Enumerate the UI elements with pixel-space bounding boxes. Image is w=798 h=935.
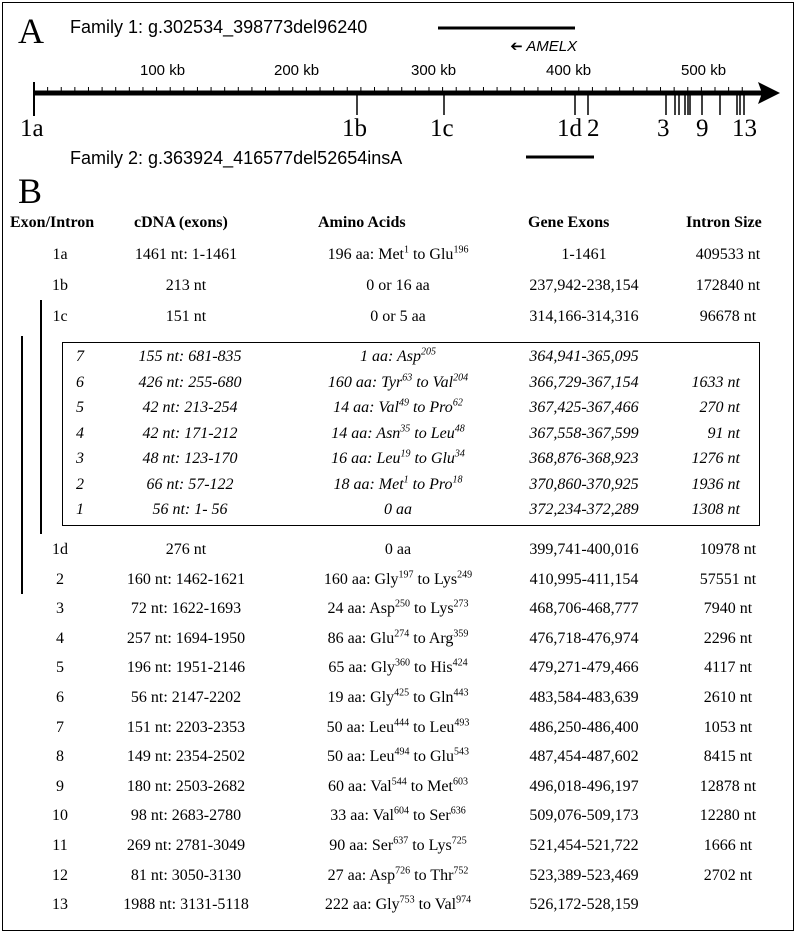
amino-acids-cell: 222 aa: Gly$^{753}$ to Val$^{974}$ bbox=[324, 894, 472, 914]
cdna-cell: 1461 nt: 1-1461 bbox=[134, 246, 238, 263]
kb-label-500: 500 kb bbox=[681, 62, 727, 79]
amino-acids-cell: 33 aa: Val$^{604}$ to Ser$^{636}$ bbox=[330, 806, 466, 825]
exon-label-1d: 1d bbox=[557, 115, 582, 142]
header-gene-exons: Gene Exons bbox=[528, 214, 610, 231]
header-intron-size: Intron Size bbox=[686, 214, 762, 231]
amino-acids-cell: 24 aa: Asp$^{250}$ to Lys$^{273}$ bbox=[327, 598, 469, 618]
exon-cell: 2 bbox=[56, 570, 64, 588]
family2-label: Family 2: g.363924_416577del52654insA bbox=[70, 148, 403, 168]
gene-exons-cell: 410,995-411,154 bbox=[529, 570, 639, 588]
exon-cell: 5 bbox=[56, 659, 64, 677]
cdna-cell: 196 nt: 1951-2146 bbox=[126, 659, 246, 677]
exon-cell: 12 bbox=[52, 866, 68, 884]
intron-size-cell: 1666 nt bbox=[703, 837, 753, 854]
cdna-cell: 151 nt bbox=[165, 308, 207, 325]
exon-cell: 11 bbox=[52, 837, 68, 854]
intron-size-cell: 12878 nt bbox=[699, 777, 757, 795]
gene-exons-cell: 483,584-483,639 bbox=[529, 689, 639, 706]
exon-label-1a: 1a bbox=[20, 115, 44, 142]
exon-cell: 7 bbox=[56, 718, 64, 736]
amino-acids-cell: 1 aa: Asp$^{205}$ bbox=[359, 346, 437, 365]
cdna-cell: 56 nt: 2147-2202 bbox=[130, 689, 242, 706]
bracket-line-outer bbox=[21, 336, 23, 594]
intron-size-cell: 10978 nt bbox=[699, 541, 757, 558]
header-cdna: cDNA (exons) bbox=[134, 214, 228, 231]
gene-exons-cell: 372,234-372,289 bbox=[529, 501, 639, 518]
intron-size-cell: 172840 nt bbox=[695, 277, 761, 294]
exon-cell: 1d bbox=[52, 541, 68, 558]
exon-cell: 6 bbox=[76, 373, 84, 391]
gene-exons-cell: 367,425-367,466 bbox=[529, 399, 639, 416]
intron-size-cell: 1308 nt bbox=[691, 501, 740, 518]
intron-size-cell: 57551 nt bbox=[699, 570, 757, 588]
amino-acids-cell: 0 aa bbox=[384, 501, 412, 518]
exon-cell: 4 bbox=[76, 424, 84, 442]
gene-exons-cell: 487,454-487,602 bbox=[529, 748, 639, 766]
exon-cell: 13 bbox=[52, 896, 68, 914]
exon-label-1b: 1b bbox=[342, 115, 367, 142]
exon-label-2: 2 bbox=[587, 115, 600, 142]
gene-exons-cell: 368,876-368,923 bbox=[529, 450, 639, 467]
cdna-cell: 151 nt: 2203-2353 bbox=[126, 718, 246, 736]
exon-cell: 1 bbox=[76, 501, 84, 518]
cdna-cell: 98 nt: 2683-2780 bbox=[130, 807, 242, 825]
amino-acids-cell: 27 aa: Asp$^{726}$ to Thr$^{752}$ bbox=[327, 865, 469, 884]
exon-cell: 6 bbox=[56, 689, 64, 706]
kb-label-300: 300 kb bbox=[411, 62, 457, 79]
intron-size-cell: 1276 nt bbox=[691, 450, 740, 467]
intron-size-cell: 409533 nt bbox=[695, 246, 761, 263]
amino-acids-cell: 65 aa: Gly$^{360}$ to His$^{424}$ bbox=[328, 658, 468, 677]
intron-size-cell: 12280 nt bbox=[699, 807, 757, 825]
amino-acids-cell: 160 aa: Gly$^{197}$ to Lys$^{249}$ bbox=[323, 569, 473, 588]
cdna-cell: 42 nt: 171-212 bbox=[142, 424, 238, 442]
gene-exons-cell: 526,172-528,159 bbox=[529, 896, 639, 914]
gene-exons-cell: 237,942-238,154 bbox=[529, 277, 639, 294]
exon-cell: 9 bbox=[56, 777, 64, 795]
gene-exons-cell: 366,729-367,154 bbox=[529, 373, 639, 391]
exon-cell: 5 bbox=[76, 399, 84, 416]
panel-a-label: A bbox=[18, 11, 44, 51]
amino-acids-cell: 16 aa: Leu$^{19}$ to Glu$^{34}$ bbox=[331, 448, 465, 467]
intron-size-cell: 1053 nt bbox=[703, 718, 753, 736]
exon-cell: 7 bbox=[76, 348, 84, 365]
gene-exons-cell: 479,271-479,466 bbox=[529, 659, 639, 677]
exon-cell: 1c bbox=[52, 308, 68, 325]
exon-label-3: 3 bbox=[657, 115, 670, 142]
intron-size-cell: 2702 nt bbox=[703, 866, 753, 884]
cdna-cell: 149 nt: 2354-2502 bbox=[126, 748, 246, 766]
intron-size-cell: 270 nt bbox=[699, 399, 740, 416]
intron-size-cell: 91 nt bbox=[707, 424, 740, 442]
left-arrow-icon: ➔ bbox=[510, 38, 523, 55]
cdna-cell: 426 nt: 255-680 bbox=[138, 373, 242, 391]
gene-map-svg bbox=[0, 0, 798, 178]
exon-label-9: 9 bbox=[696, 115, 709, 142]
amino-acids-cell: 14 aa: Val$^{49}$ to Pro$^{62}$ bbox=[333, 397, 463, 416]
gene-exons-cell: 521,454-521,722 bbox=[529, 837, 639, 854]
gene-exons-cell: 370,860-370,925 bbox=[529, 475, 639, 493]
cdna-cell: 160 nt: 1462-1621 bbox=[126, 570, 246, 588]
intron-size-cell: 2296 nt bbox=[703, 629, 753, 647]
kb-label-100: 100 kb bbox=[140, 62, 186, 79]
kb-label-200: 200 kb bbox=[274, 62, 320, 79]
cdna-cell: 72 nt: 1622-1693 bbox=[130, 600, 242, 618]
amino-acids-cell: 19 aa: Gly$^{425}$ to Gln$^{443}$ bbox=[327, 687, 469, 706]
exon-cell: 1b bbox=[52, 277, 68, 294]
intron-size-cell: 96678 nt bbox=[699, 308, 757, 325]
exon-cell: 3 bbox=[56, 600, 64, 618]
exon-cell: 10 bbox=[52, 807, 68, 825]
intron-size-cell: 1936 nt bbox=[691, 475, 740, 493]
gene-exons-cell: 314,166-314,316 bbox=[529, 308, 639, 325]
amino-acids-cell: 160 aa: Tyr$^{63}$ to Val$^{204}$ bbox=[327, 372, 469, 391]
cdna-cell: 56 nt: 1- 56 bbox=[152, 501, 228, 518]
amino-acids-cell: 60 aa: Val$^{544}$ to Met$^{603}$ bbox=[328, 776, 468, 795]
cdna-cell: 1988 nt: 3131-5118 bbox=[123, 896, 249, 914]
exon-label-13: 13 bbox=[732, 115, 757, 142]
cdna-cell: 155 nt: 681-835 bbox=[138, 348, 242, 365]
header-exon-intron: Exon/Intron bbox=[10, 214, 95, 231]
amino-acids-cell: 50 aa: Leu$^{444}$ to Leu$^{493}$ bbox=[326, 717, 470, 736]
panel-b-label: B bbox=[18, 171, 43, 211]
cdna-cell: 276 nt bbox=[165, 541, 207, 558]
bracket-line-inner bbox=[40, 300, 42, 534]
exon-markers bbox=[357, 93, 744, 115]
exon-cell: 3 bbox=[76, 450, 84, 467]
cdna-cell: 48 nt: 123-170 bbox=[142, 450, 238, 467]
exon-cell: 1a bbox=[52, 246, 68, 263]
intron-size-cell: 1633 nt bbox=[691, 373, 740, 391]
exon-cell: 4 bbox=[56, 629, 64, 647]
amino-acids-cell: 18 aa: Met$^1$ to Pro$^{18}$ bbox=[333, 474, 463, 493]
exon-cell: 8 bbox=[56, 748, 64, 766]
intron-size-cell: 2610 nt bbox=[703, 689, 753, 706]
cdna-cell: 269 nt: 2781-3049 bbox=[126, 837, 246, 854]
gene-exons-cell: 468,706-468,777 bbox=[529, 600, 639, 618]
cdna-cell: 81 nt: 3050-3130 bbox=[130, 866, 242, 884]
gene-exons-cell: 364,941-365,095 bbox=[529, 348, 639, 365]
gene-exons-cell: 523,389-523,469 bbox=[529, 866, 639, 884]
amino-acids-cell: 14 aa: Asn$^{35}$ to Leu$^{48}$ bbox=[331, 423, 465, 442]
intron-size-cell: 7940 nt bbox=[703, 600, 753, 618]
gene-exons-cell: 1-1461 bbox=[561, 246, 607, 263]
cdna-cell: 213 nt bbox=[165, 277, 207, 294]
gene-exons-cell: 486,250-486,400 bbox=[529, 718, 639, 736]
amino-acids-cell: 196 aa: Met$^1$ to Glu$^{196}$ bbox=[327, 244, 469, 263]
family1-label: Family 1: g.302534_398773del96240 bbox=[70, 17, 368, 37]
amino-acids-cell: 0 aa bbox=[384, 541, 412, 558]
cdna-cell: 257 nt: 1694-1950 bbox=[126, 629, 246, 647]
cdna-cell: 180 nt: 2503-2682 bbox=[126, 777, 246, 795]
exon-label-1c: 1c bbox=[430, 115, 454, 142]
cdna-cell: 42 nt: 213-254 bbox=[142, 399, 238, 416]
panel-a-gene-map bbox=[0, 0, 798, 178]
amino-acids-cell: 50 aa: Leu$^{494}$ to Glu$^{543}$ bbox=[327, 746, 469, 766]
cdna-cell: 66 nt: 57-122 bbox=[146, 475, 234, 493]
amino-acids-cell: 86 aa: Glu$^{274}$ to Arg$^{359}$ bbox=[327, 628, 469, 647]
gene-exons-cell: 367,558-367,599 bbox=[529, 424, 639, 442]
header-amino-acids: Amino Acids bbox=[318, 214, 406, 231]
gene-exons-cell: 476,718-476,974 bbox=[529, 629, 639, 647]
intron-size-cell: 8415 nt bbox=[703, 748, 753, 766]
amino-acids-cell: 0 or 16 aa bbox=[366, 277, 430, 294]
exon-cell: 2 bbox=[76, 475, 84, 493]
intron-size-cell: 4117 nt bbox=[704, 659, 752, 677]
gene-exons-cell: 496,018-496,197 bbox=[529, 777, 639, 795]
kb-label-400: 400 kb bbox=[546, 62, 592, 79]
amino-acids-cell: 0 or 5 aa bbox=[370, 308, 426, 325]
gene-exons-cell: 399,741-400,016 bbox=[529, 541, 639, 558]
gene-exons-cell: 509,076-509,173 bbox=[529, 807, 639, 825]
amino-acids-cell: 90 aa: Ser$^{637}$ to Lys$^{725}$ bbox=[329, 835, 467, 854]
amelx-text: AMELX bbox=[526, 38, 578, 55]
